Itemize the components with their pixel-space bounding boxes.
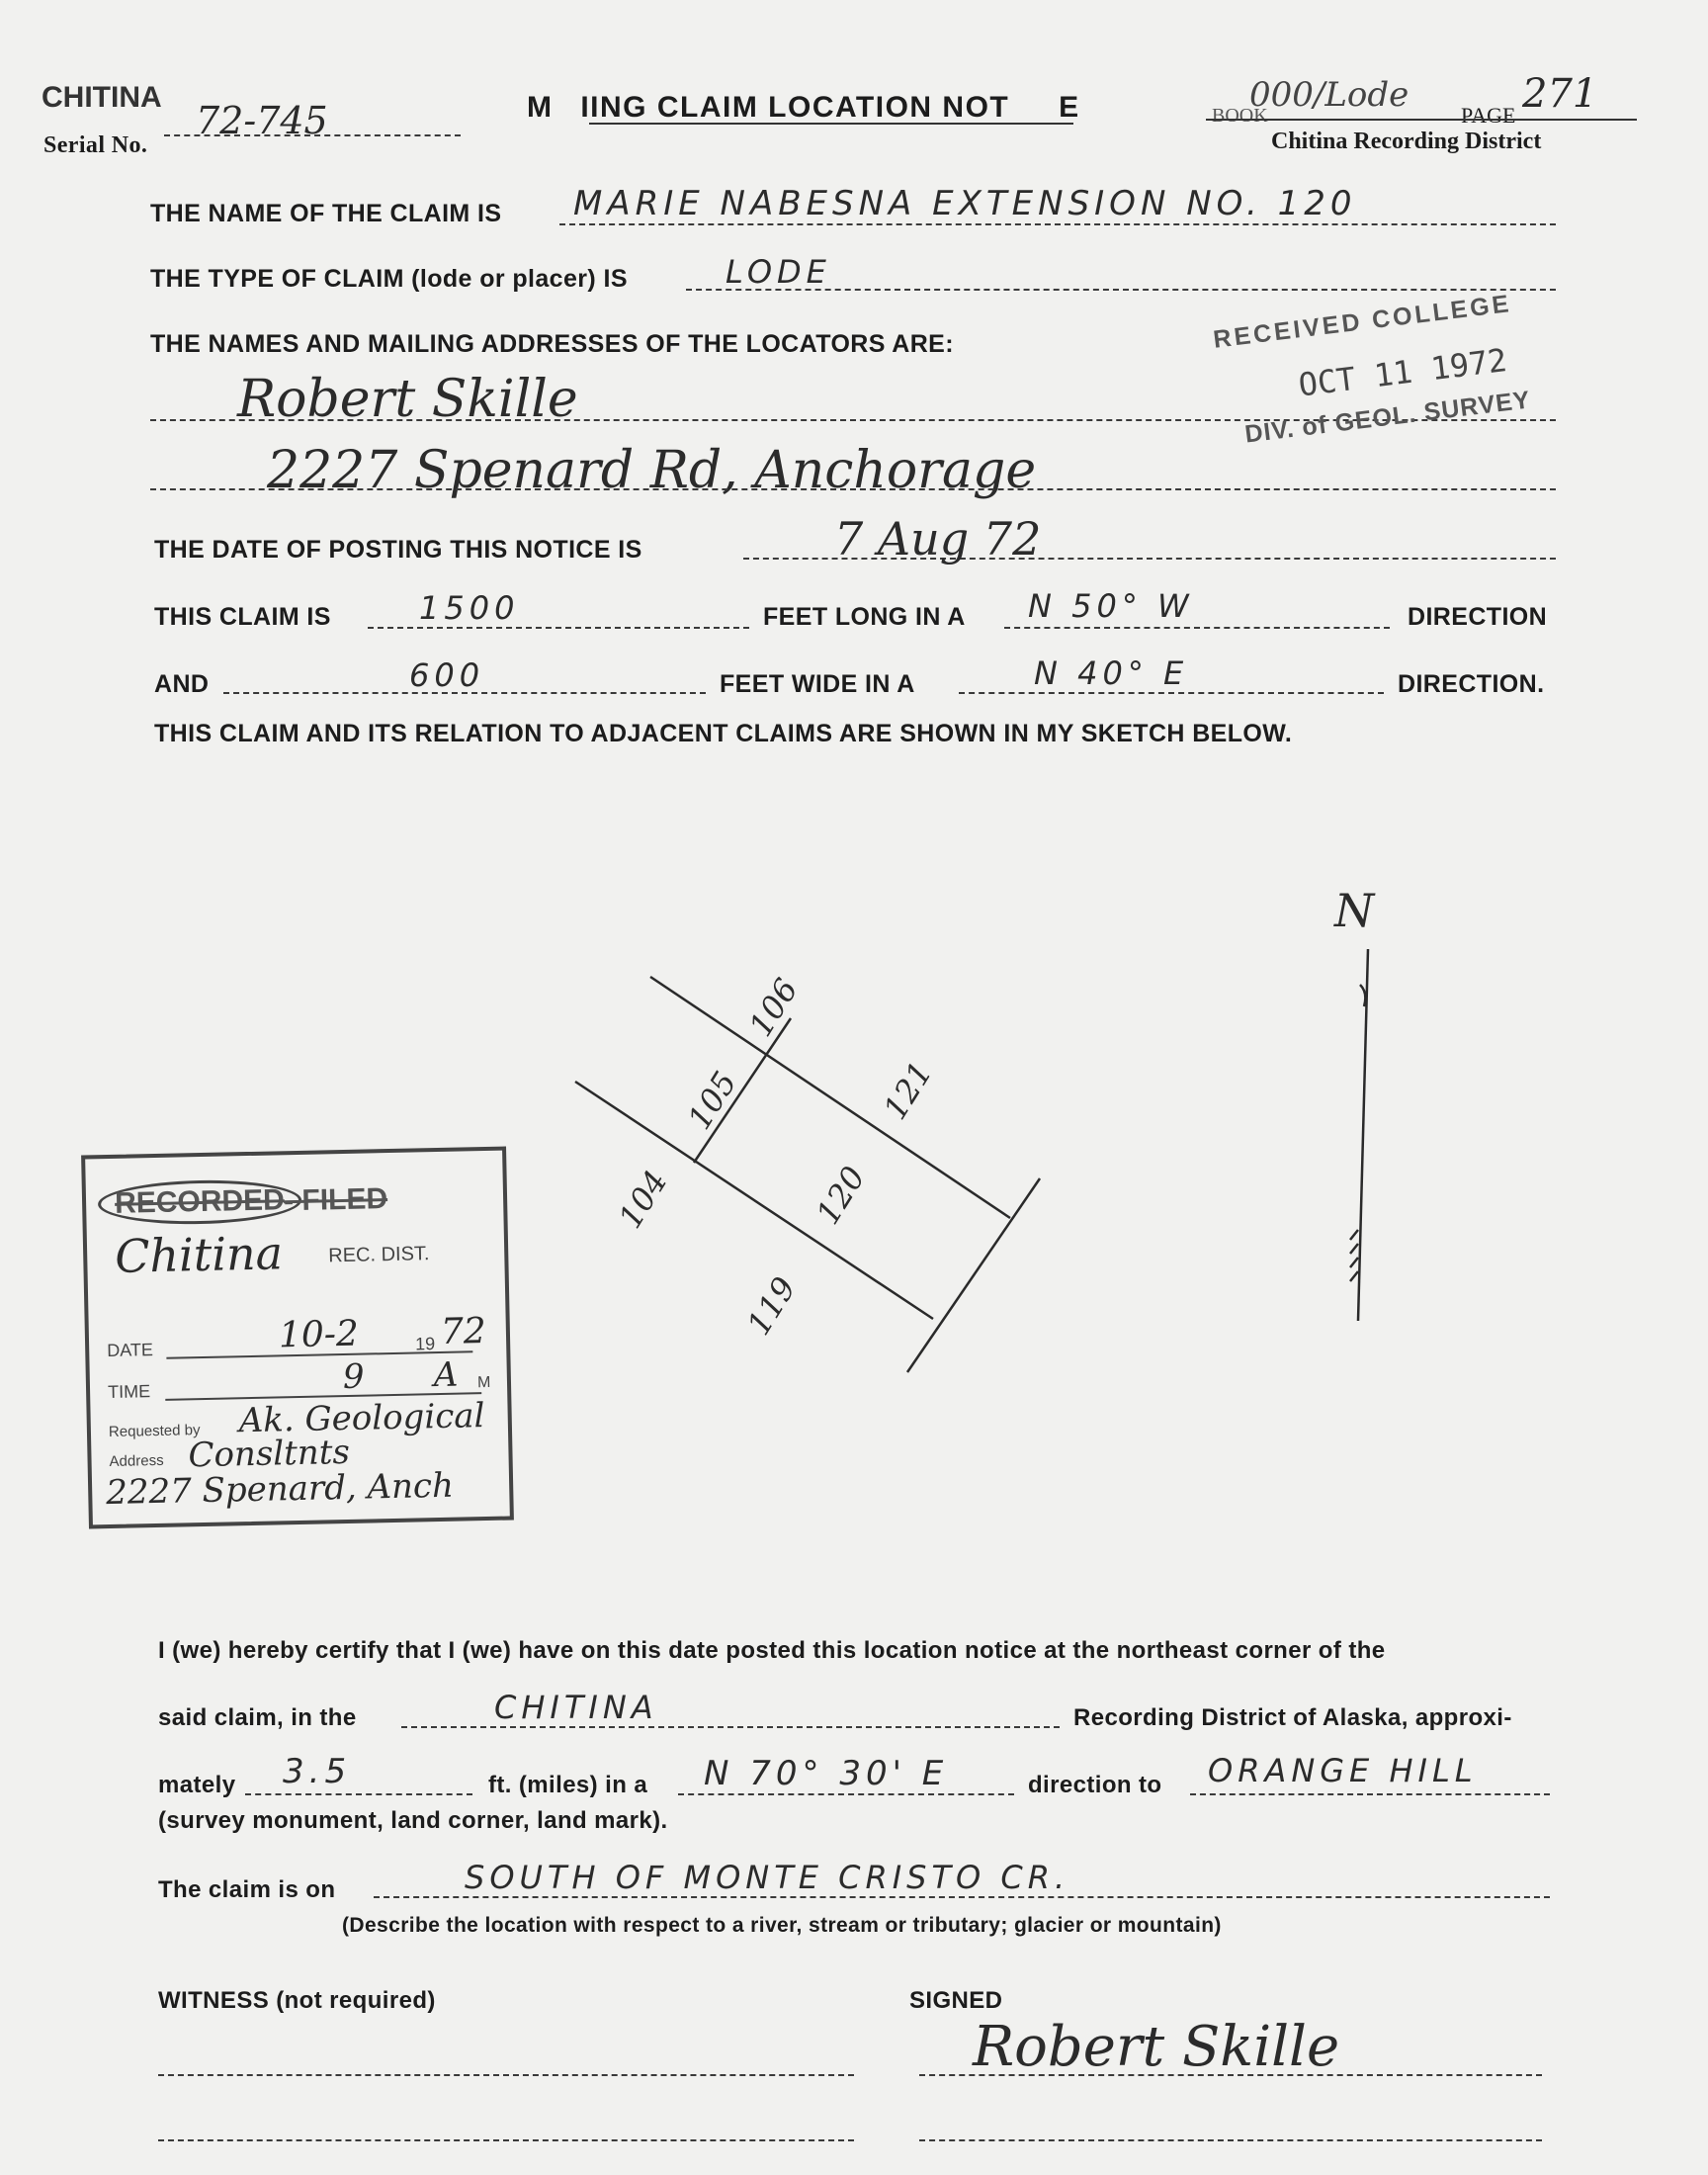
book-value: 000/Lode [1249,75,1409,115]
width-value: 600 [409,656,485,694]
filed-label: - FILED [283,1182,388,1218]
claim-on-value: SOUTH OF MONTE CRISTO CR. [465,1859,1070,1896]
recording-district-label: Recording District of Alaska, approxi- [1073,1704,1512,1731]
book-label: BOOK [1212,105,1268,127]
recording-district-value: CHITINA [494,1689,658,1726]
stamp-m-suffix: M [476,1373,491,1392]
stamp-address-value-2: 2227 Spenard, Anch [105,1465,455,1514]
title-part-c: E [1059,91,1080,124]
posting-date-value: 7 Aug 72 [834,512,1042,566]
stamp-address-label: Address [109,1451,164,1471]
certification-line-1: I (we) hereby certify that I (we) have on this date posted this location notice at the northeast corner of the [158,1637,1386,1664]
received-stamp-date: OCT 11 1972 [1296,341,1509,404]
stamp-requested-label: Requested by [108,1422,201,1441]
stamp-date-label: DATE [107,1340,154,1361]
stamp-time-label: TIME [107,1381,151,1403]
received-stamp-line3: DIV. of GEOL. SURVEY [1242,386,1533,449]
posting-date-label: THE DATE OF POSTING THIS NOTICE IS [154,536,642,564]
claim-name-label: THE NAME OF THE CLAIM IS [150,200,502,227]
direction-value: N 70° 30' E [704,1754,949,1793]
north-arrow [1350,949,1368,1321]
title-part-b: IING CLAIM LOCATION NOT [580,91,1010,124]
claim-on-label: The claim is on [158,1876,336,1903]
recorded-stamp [81,1147,514,1529]
page-value: 271 [1522,71,1598,117]
landmark-value: ORANGE HILL [1208,1752,1478,1789]
recording-district-header: Chitina Recording District [1271,129,1542,154]
direction-to-label: direction to [1028,1772,1162,1798]
rec-dist-label: REC. DIST. [328,1243,430,1267]
ft-miles-label: ft. (miles) in a [488,1772,648,1798]
claim-type-label: THE TYPE OF CLAIM (lode or placer) IS [150,265,628,293]
mately-label: mately [158,1772,236,1798]
signed-label: SIGNED [909,1987,1003,2014]
claim-number-119: 119 [739,1270,804,1342]
direction-label: DIRECTION [1408,603,1548,631]
claim-type-value: LODE [726,253,831,291]
sketch-statement: THIS CLAIM AND ITS RELATION TO ADJACENT CLAIMS ARE SHOWN IN MY SKETCH BELOW. [154,720,1293,747]
north-label: N [1334,884,1375,937]
and-label: AND [154,670,210,698]
feet-long-label: FEET LONG IN A [763,603,966,631]
distance-value: 3.5 [283,1752,352,1791]
stamp-requested-value: Ak. Geological [238,1396,485,1441]
recorded-label: RECORDED [98,1178,302,1226]
claim-name-value: MARIE NABESNA EXTENSION NO. 120 [573,184,1357,223]
stamp-year-value: 72 [440,1311,487,1352]
east-end-line [907,1178,1040,1372]
district-stamp-top: CHITINA [42,81,162,114]
said-claim-label: said claim, in the [158,1704,357,1731]
title-part-a: M [527,91,554,124]
recorded-district: Chitina [114,1226,284,1283]
wide-direction-value: N 40° E [1034,654,1189,692]
feet-wide-label: FEET WIDE IN A [720,670,915,698]
long-direction-value: N 50° W [1028,587,1194,625]
claim-number-106: 106 [741,972,806,1043]
stamp-date-value: 10-2 [278,1313,360,1356]
length-value: 1500 [419,589,520,627]
direction-label-2: DIRECTION. [1398,670,1545,698]
describe-note: (Describe the location with respect to a river, stream or tributary; glacier or mountain) [342,1914,1222,1937]
signature: Robert Skille [973,2015,1340,2079]
stamp-year-prefix: 19 [414,1334,436,1354]
locator-name: Robert Skille [237,370,578,429]
locator-address: 2227 Spenard Rd, Anchorage [267,441,1037,500]
stamp-address-value-1: Consltnts [188,1432,351,1476]
survey-note: (survey monument, land corner, land mark). [158,1807,668,1834]
received-stamp-line1: RECEIVED COLLEGE [1212,290,1513,354]
claim-number-121: 121 [876,1055,940,1126]
page-label: PAGE [1461,103,1516,128]
serial-label: Serial No. [43,132,148,158]
serial-value: 72-745 [196,99,328,142]
witness-label: WITNESS (not required) [158,1987,436,2014]
claim-is-label: THIS CLAIM IS [154,603,331,631]
claim-number-120: 120 [809,1160,873,1231]
claim-number-104: 104 [611,1164,675,1235]
claim-number-105: 105 [680,1065,744,1136]
stamp-am-value: A [433,1354,459,1396]
locators-label: THE NAMES AND MAILING ADDRESSES OF THE LOCATORS ARE: [150,330,954,358]
stamp-time-value: 9 [342,1356,365,1398]
